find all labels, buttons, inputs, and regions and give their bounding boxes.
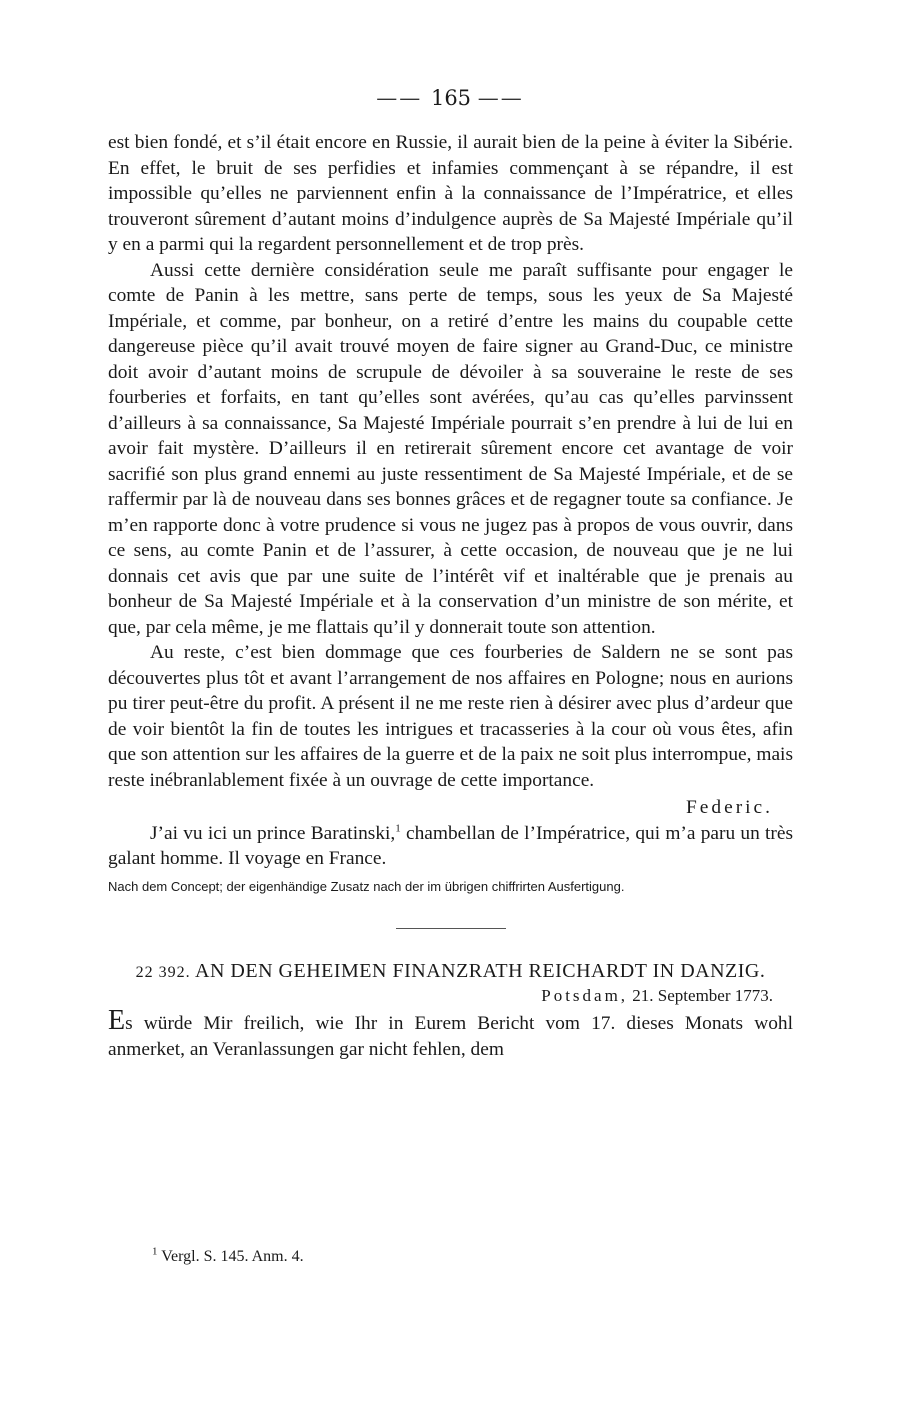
signature: Federic. [686, 797, 773, 818]
letter-place: Potsdam, [541, 985, 629, 1005]
page-header [0, 86, 900, 110]
footnote-text: Vergl. S. 145. Anm. 4. [157, 1248, 304, 1265]
main-text [108, 130, 793, 1062]
footnote-mark: 1 [152, 1245, 158, 1258]
page-number: 165 [430, 86, 472, 110]
header-right-rule: —— [477, 86, 524, 110]
paragraph-3: Au reste, c’est bien dommage que ces fourberies de Saldern ne se sont pas découvertes plus tôt et avant l’arrangement de nos affaires en Pologne; nous en aurions pu tirer peut-être du profit. A présent il ne me reste rien à désirer avec plus d’ardeur que de voir bientôt la fin de toutes les intrigues et tracasseries à la cour où vous êtes, afin que son attention sur les affaires de la guerre et de la paix ne soit plus interrompue, mais reste inébranlablement fixée à un ouvrage de cette importance. [108, 642, 793, 791]
letter-number: 22 392. [135, 963, 191, 981]
letter-text-body: s würde Mir freilich, wie Ihr in Eurem Bericht vom 17. dieses Monats wohl anmerket, an Veranlassungen gar nicht fehlen, dem [108, 1013, 793, 1060]
letter-dateline [108, 983, 793, 1009]
section-divider [396, 928, 506, 929]
letter-initial: E [108, 1005, 126, 1036]
letter-text [108, 1005, 793, 1062]
header-left-rule: —— [376, 86, 431, 110]
source-note: Nach dem Concept; der eigenhändige Zusatz nach der im übrigen chiffrirten Ausfertigung. [108, 878, 625, 894]
paragraph-1: est bien fondé, et s’il était encore en Russie, il aurait bien de la peine à éviter la Sibérie. En effet, le bruit de ses perfidies et infamies commençant à se répandre, il est impossible qu’elles ne parviennent enfin à la connaissance de l’Impératrice, et elles trouveront sûrement d’autant moins d’indulgence auprès de Sa Majesté Impériale qu’il y en a parmi qui la regardent personnellement et de trop près. [108, 132, 793, 255]
letter-date: 21. September 1773. [628, 985, 773, 1005]
letter-heading [108, 959, 793, 985]
paragraph-4-end: chambellan de l’Impératrice, qui m’a paru un très galant homme. Il voyage en France. [108, 822, 793, 869]
paragraph-4-start: J’ai vu ici un prince Baratinski, [150, 822, 396, 844]
paragraph-2: Aussi cette dernière considération seule me paraît suffisante pour engager le comte de Panin à les mettre, sans perte de temps, sous les yeux de Sa Majesté Impériale, et comme, par bonheur, on a retiré d’entre les mains du coupable cette dangereuse pièce qu’il avait trouvé moyen de faire signer au Grand-Duc, ce ministre doit avoir d’autant moins de scrupule de dévoiler à sa souveraine le reste de ses fourberies et forfaits, en tant qu’elles sont avérées, qu’au cas qu’elles parvinssent d’ailleurs à sa connaissance, Sa Majesté Impériale pourrait s’en prendre à lui de lui en avoir fait mystère. D’ailleurs il en retirerait sûrement encore cet avantage de voir sacrifié son plus grand ennemi au juste ressentiment de Sa Majesté Impériale, et de se raffermir par là de nouveau dans ses bonnes grâces et de regagner toute sa confiance. Je m’en rapporte donc à votre prudence si vous ne jugez pas à propos de vous ouvrir, dans ce sens, au comte Panin et de l’assurer, à cette occasion, de nouveau que je ne lui donnais cet avis que par une suite de l’intérêt vif et inaltérable que je prenais au bonheur de Sa Majesté Impériale et à la conservation d’un ministre de son mérite, et que, par cela même, je me flattais qu’il y donnerait toute son attention. [108, 259, 793, 638]
footnote-reference: 1 [395, 822, 401, 835]
paragraph-4 [108, 821, 793, 872]
footnote [152, 1245, 304, 1266]
letter-title: AN DEN GEHEIMEN FINANZRATH REICHARDT IN DANZIG. [195, 959, 766, 982]
